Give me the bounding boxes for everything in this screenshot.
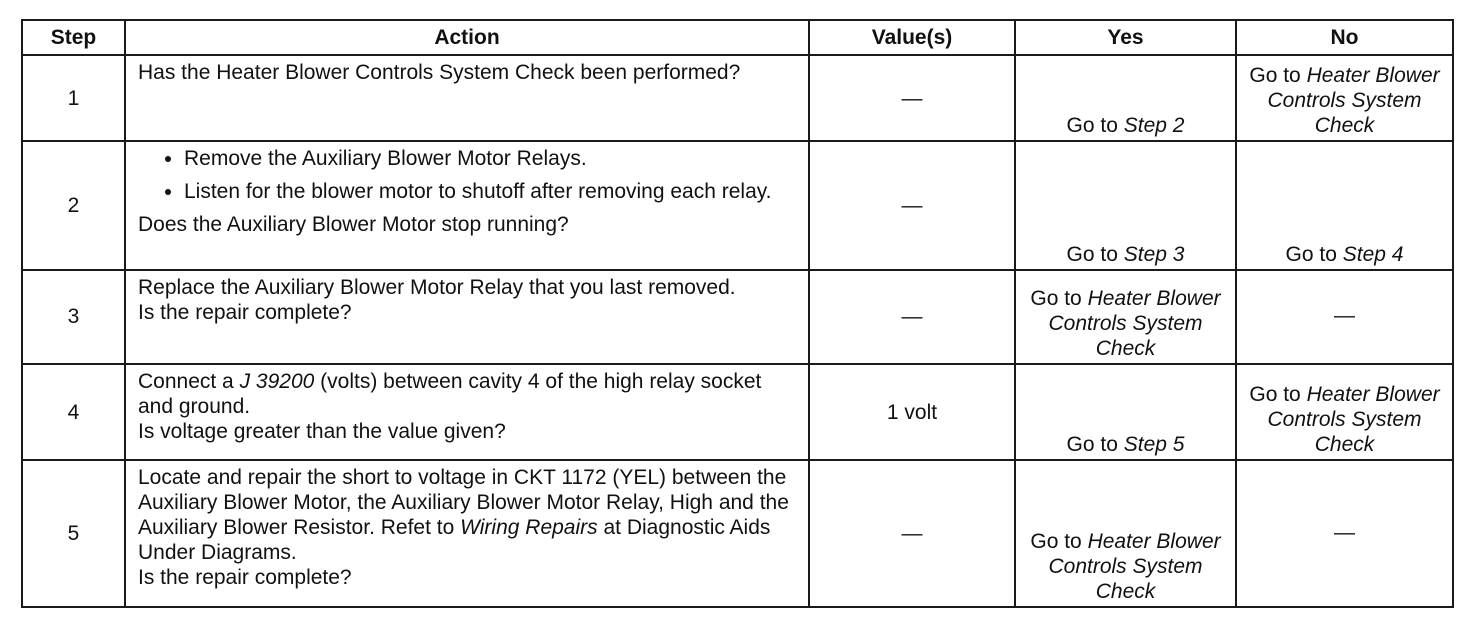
yes-prefix: Go to <box>1066 242 1124 266</box>
action-text: at Diagnostic Aids Under Diagrams. <box>138 516 771 565</box>
header-yes: Yes <box>1015 20 1236 55</box>
yes-cell <box>1015 270 1236 364</box>
yes-prefix: Go to <box>1030 287 1088 311</box>
action-bullet: • Listen for the blower motor to shutoff after removing each relay. <box>184 179 798 204</box>
table-row <box>22 364 1453 460</box>
yes-link[interactable]: Step 3 <box>1123 242 1185 266</box>
yes-link[interactable]: Step 2 <box>1123 114 1185 138</box>
action-question: Is the repair complete? <box>138 300 352 324</box>
yes-cell <box>1015 460 1236 607</box>
yes-cell <box>1015 364 1236 460</box>
value-cell: — <box>809 460 1015 607</box>
value-cell: 1 volt <box>809 364 1015 460</box>
reference-link[interactable]: Wiring Repairs <box>460 516 598 540</box>
action-cell <box>125 270 809 364</box>
header-no: No <box>1236 20 1453 55</box>
no-prefix: Go to <box>1249 383 1307 407</box>
action-cell <box>125 55 809 141</box>
action-question: Is voltage greater than the value given? <box>138 420 506 444</box>
action-cell <box>125 364 809 460</box>
step-number: 2 <box>22 141 125 269</box>
yes-cell <box>1015 141 1236 269</box>
header-values: Value(s) <box>809 20 1015 55</box>
yes-link[interactable]: Heater Blower Controls System Check <box>1048 287 1221 361</box>
step-number: 3 <box>22 270 125 364</box>
no-prefix: Go to <box>1249 64 1307 88</box>
action-text: Has the Heater Blower Controls System Check been performed? <box>138 61 741 84</box>
header-row <box>22 20 1453 55</box>
no-cell: — <box>1236 460 1453 607</box>
yes-prefix: Go to <box>1030 530 1088 553</box>
no-cell <box>1236 141 1453 269</box>
no-link[interactable]: Step 4 <box>1342 242 1404 266</box>
yes-prefix: Go to <box>1066 433 1124 457</box>
header-step: Step <box>22 20 125 55</box>
table-row <box>22 270 1453 364</box>
no-cell <box>1236 364 1453 460</box>
value-cell: — <box>809 141 1015 269</box>
yes-link[interactable]: Heater Blower Controls System Check <box>1048 530 1221 603</box>
no-cell <box>1236 55 1453 141</box>
diagnostic-table <box>21 19 1454 608</box>
action-bullet-list <box>138 146 798 204</box>
action-text: Locate and repair the short to voltage in CKT 1172 (YEL) between the Auxiliary Blower Motor, the Auxiliary Blower Motor Relay, High and the Auxiliary Blower Resistor. Refet to <box>138 466 789 540</box>
action-question: Is the repair complete? <box>138 566 352 590</box>
yes-prefix: Go to <box>1066 114 1124 138</box>
table-row <box>22 460 1453 607</box>
step-number: 5 <box>22 460 125 607</box>
no-link[interactable]: Heater Blower Controls System Check <box>1267 64 1440 138</box>
value-cell: — <box>809 270 1015 364</box>
action-text: (volts) between cavity 4 of the high relay socket and ground. <box>138 370 762 419</box>
step-number: 1 <box>22 55 125 141</box>
action-text: Replace the Auxiliary Blower Motor Relay that you last removed. <box>138 275 736 299</box>
table-row <box>22 55 1453 141</box>
table-row <box>22 141 1453 269</box>
action-question: Does the Auxiliary Blower Motor stop running? <box>138 213 569 237</box>
step-number: 4 <box>22 364 125 460</box>
yes-link[interactable]: Step 5 <box>1123 433 1185 457</box>
header-action: Action <box>125 20 809 55</box>
action-cell <box>125 141 809 269</box>
no-link[interactable]: Heater Blower Controls System Check <box>1267 383 1440 457</box>
no-prefix: Go to <box>1285 242 1343 266</box>
yes-cell <box>1015 55 1236 141</box>
action-cell <box>125 460 809 607</box>
tool-name: J 39200 <box>239 370 315 394</box>
value-cell: — <box>809 55 1015 141</box>
action-bullet: • Remove the Auxiliary Blower Motor Relays. <box>184 146 798 171</box>
action-text: Connect a <box>138 370 240 394</box>
no-cell: — <box>1236 270 1453 364</box>
